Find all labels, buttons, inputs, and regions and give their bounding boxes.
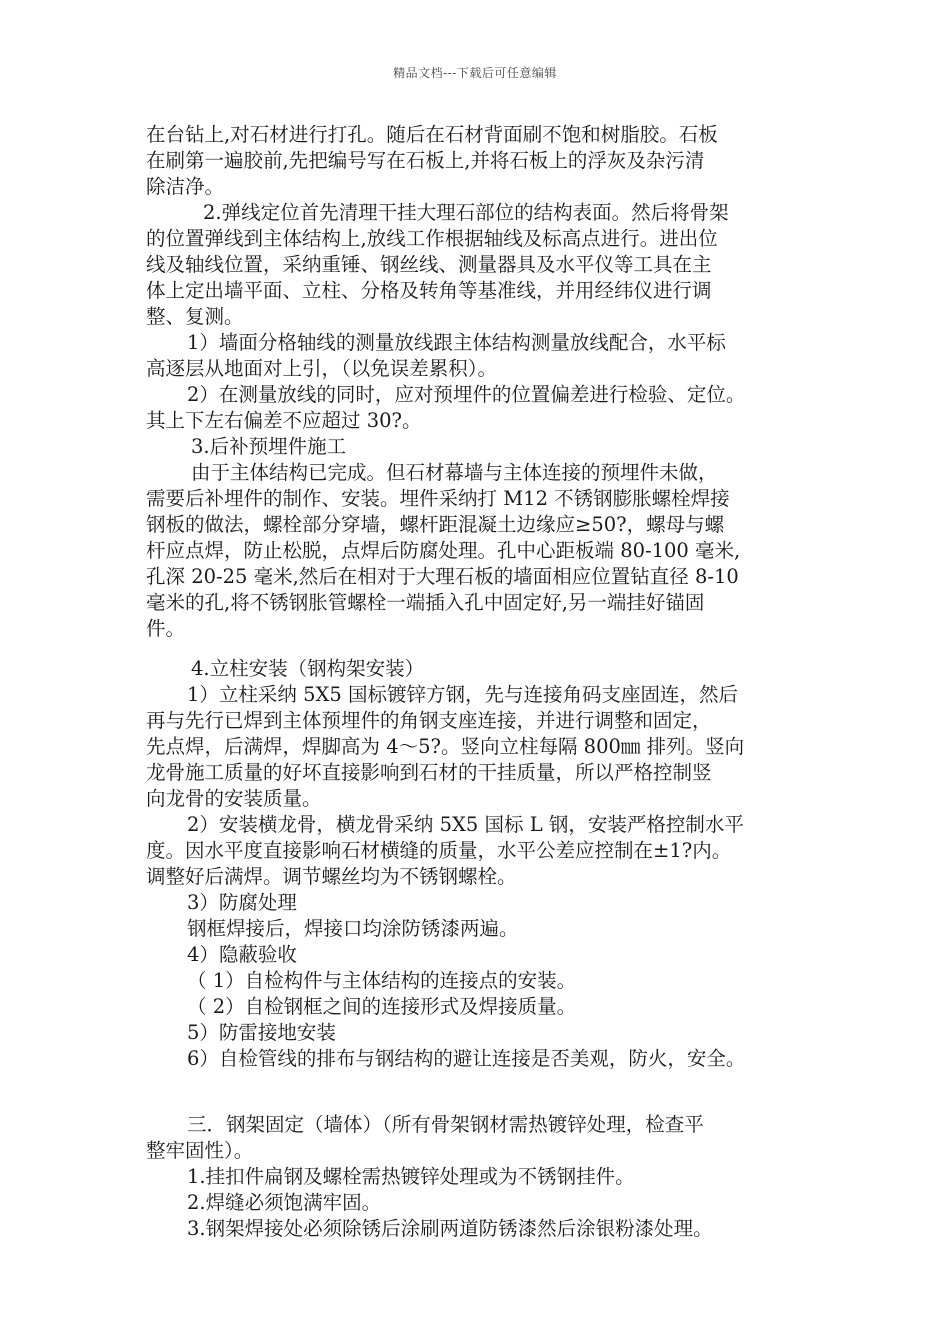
section-heading: 三．钢架固定（墙体）（所有骨架钢材需热镀锌处理，检查平 bbox=[187, 1113, 704, 1136]
list-item: （ 2）自检钢框之间的连接形式及焊接质量。 bbox=[187, 995, 577, 1018]
list-heading: 3）防腐处理 bbox=[187, 891, 297, 914]
list-item: （ 1）自检构件与主体结构的连接点的安装。 bbox=[187, 969, 577, 992]
text-line: 由于主体结构已完成。但石材幕墙与主体连接的预埋件未做， bbox=[191, 461, 718, 484]
list-heading: 6）自检管线的排布与钢结构的避让连接是否美观，防火，安全。 bbox=[187, 1047, 746, 1070]
text-line: 线及轴线位置，采纳重锤、钢丝线、测量器具及水平仪等工具在主 bbox=[146, 253, 712, 276]
text-line: 1）立柱采纳 5X5 国标镀锌方钢，先与连接角码支座固连，然后 bbox=[187, 683, 738, 706]
section-heading: 4.立柱安装（钢构架安装） bbox=[191, 657, 425, 680]
text-line: 调整好后满焊。调节螺丝均为不锈钢螺栓。 bbox=[146, 865, 517, 888]
text-line: 2）在测量放线的同时，应对预埋件的位置偏差进行检验、定位。 bbox=[187, 383, 746, 406]
list-heading: 4）隐蔽验收 bbox=[187, 943, 297, 966]
spacer bbox=[146, 1072, 836, 1112]
text-line: 体上定出墙平面、立柱、分格及转角等基准线，并用经纬仪进行调 bbox=[146, 279, 712, 302]
text-line: 除洁净。 bbox=[146, 175, 225, 198]
text-line: 在台钻上,对石材进行打孔。随后在石材背面刷不饱和树脂胶。石板 bbox=[146, 123, 718, 146]
text-line: 孔深 20-25 毫米,然后在相对于大理石板的墙面相应位置钻直径 8-10 bbox=[146, 565, 739, 588]
text-line: 的位置弹线到主体结构上,放线工作根据轴线及标高点进行。进出位 bbox=[146, 227, 718, 250]
list-item: 2.焊缝必须饱满牢固。 bbox=[187, 1191, 382, 1214]
text-line: 龙骨施工质量的好坏直接影响到石材的干挂质量，所以严格控制竖 bbox=[146, 761, 712, 784]
text-line: 需要后补埋件的制作、安装。埋件采纳打 M12 不锈钢膨胀螺栓焊接 bbox=[146, 487, 730, 510]
text-line: 高逐层从地面对上引，（以免误差累积）。 bbox=[146, 357, 498, 380]
text-line: 毫米的孔,将不锈钢胀管螺栓一端插入孔中固定好,另一端挂好锚固 bbox=[146, 591, 705, 614]
text-line: 杆应点焊，防止松脱，点焊后防腐处理。孔中心距板端 80-100 毫米, bbox=[146, 539, 741, 562]
text-line: 件。 bbox=[146, 617, 186, 640]
text-line: 整牢固性）。 bbox=[146, 1139, 254, 1162]
list-item: 1.挂扣件扁钢及螺栓需热镀锌处理或为不锈钢挂件。 bbox=[187, 1165, 635, 1188]
text-line: 钢板的做法，螺栓部分穿墙，螺杆距混凝土边缘应≥50?，螺母与螺 bbox=[146, 513, 725, 536]
text-line: 钢框焊接后，焊接口均涂防锈漆两遍。 bbox=[187, 917, 519, 940]
text-line: 其上下左右偏差不应超过 30?。 bbox=[146, 409, 422, 432]
page-header: 精品文档---下载后可任意编辑 bbox=[393, 66, 557, 80]
text-line: 向龙骨的安装质量。 bbox=[146, 787, 322, 810]
document-body bbox=[146, 122, 836, 1242]
text-line: 度。因水平度直接影响石材横缝的质量，水平公差应控制在±1?内。 bbox=[146, 839, 732, 862]
text-line: 先点焊，后满焊，焊脚高为 4～5?。竖向立柱每隔 800㎜ 排列。竖向 bbox=[146, 735, 745, 758]
text-line: 整、复测。 bbox=[146, 305, 244, 328]
list-heading: 5）防雷接地安装 bbox=[187, 1021, 336, 1044]
text-line: 2）安装横龙骨，横龙骨采纳 5X5 国标 L 钢，安装严格控制水平 bbox=[187, 813, 744, 836]
text-line: 2.弹线定位首先清理干挂大理石部位的结构表面。然后将骨架 bbox=[203, 201, 729, 224]
spacer bbox=[146, 642, 836, 656]
list-item: 3.钢架焊接处必须除锈后涂刷两道防锈漆然后涂银粉漆处理。 bbox=[187, 1217, 713, 1240]
text-line: 再与先行已焊到主体预埋件的角钢支座连接，并进行调整和固定， bbox=[146, 709, 712, 732]
section-heading: 3.后补预埋件施工 bbox=[191, 435, 347, 458]
text-line: 1）墙面分格轴线的测量放线跟主体结构测量放线配合，水平标 bbox=[187, 331, 726, 354]
text-line: 在刷第一遍胶前,先把编号写在石板上,并将石板上的浮灰及杂污清 bbox=[146, 149, 705, 172]
